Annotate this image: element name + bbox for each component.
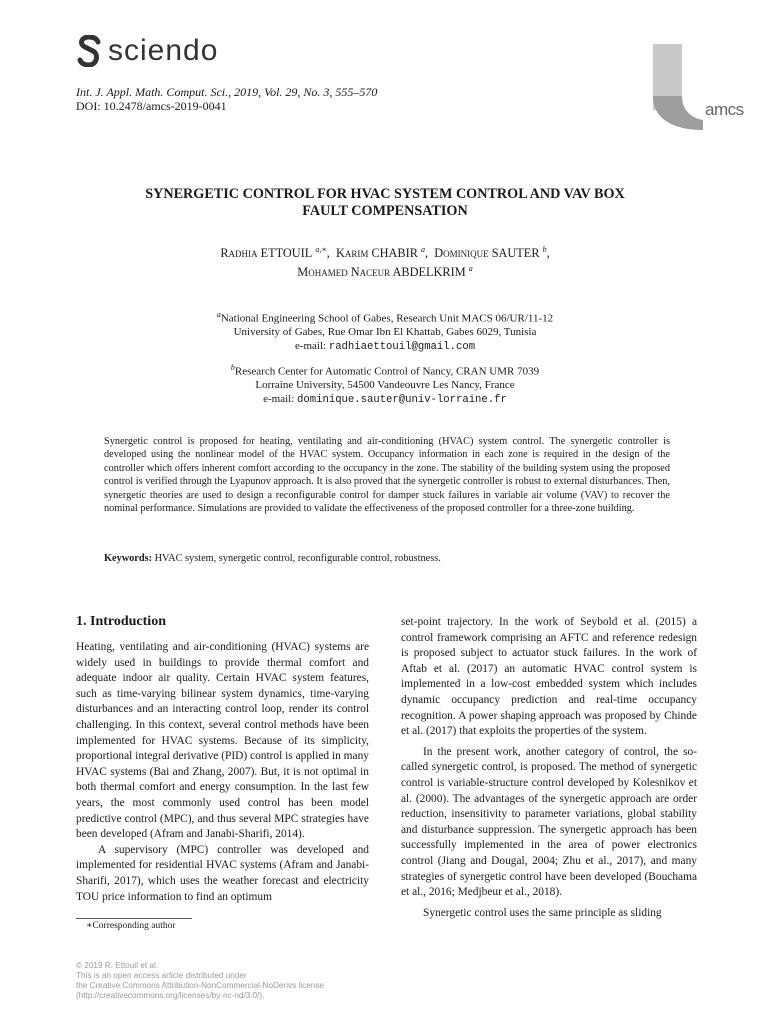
author-list: Radhia ETTOUIL $^{a,∗}$, Karim CHABIR $^a$, Dominique SAUTER $^b$, Mohamed Naceur ABDELKRIM $^a$	[220, 245, 550, 280]
license-line: © 2019 R. Ettouil et al.	[76, 961, 159, 970]
amcs-logo-text: amcs	[705, 100, 744, 119]
author-sup: a	[468, 264, 473, 274]
author-name: Karim CHABIR	[336, 246, 418, 261]
license-line: the Creative Commons Attribution-NonCommercial-NoDerivs license	[76, 981, 324, 990]
amcs-logo-curve	[653, 96, 703, 130]
keywords-label: Keywords:	[104, 553, 153, 564]
license-link[interactable]: (http://creativecommons.org/licenses/by-nc-nd/3.0/).	[76, 991, 265, 1000]
email-label: e-mail:	[294, 339, 327, 352]
title-line-1: SYNERGETIC CONTROL FOR HVAC SYSTEM CONTROL AND VAV BOX	[145, 186, 625, 202]
footnote: ∗Corresponding author	[86, 921, 176, 931]
affiliation-sup: b	[230, 363, 235, 372]
author-sup: a,∗	[315, 245, 327, 254]
paragraph: set-point trajectory. In the work of Seybold et al. (2015) a control framework comprising an AFTC and reference redesign is proposed subject to actuator stuck failures. In the work of Aftab et al. (2017) an automatic HVAC control system is implemented in a low-cost embedded system which includes dynamic occupancy prediction and real-time occupancy recognition. A power shaping approach was proposed by Chinde et al. (2017) that exploits the properties of the system.	[401, 616, 697, 738]
affiliation-b	[90, 361, 680, 407]
body-column-left	[76, 640, 369, 905]
email-link[interactable]: radhiaettouil@gmail.com	[328, 340, 476, 353]
affiliation-line: University of Gabes, Rue Omar Ibn El Khattab, Gabes 6029, Tunisia	[233, 326, 537, 339]
paper-title	[90, 186, 680, 220]
email-link[interactable]: dominique.sauter@univ-lorraine.fr	[297, 393, 507, 406]
author-name: Dominique SAUTER	[434, 246, 540, 261]
journal-info	[76, 85, 377, 113]
footnote-rule	[76, 918, 192, 919]
sciendo-mark-icon	[76, 35, 102, 67]
affiliation-line: National Engineering School of Gabes, Research Unit MACS 06/UR/11-12	[220, 312, 554, 325]
license-line: This is an open access article distributed under	[76, 971, 247, 980]
body-column-right	[401, 615, 697, 921]
logo-text: sciendo	[108, 34, 219, 67]
doi: DOI: 10.2478/amcs-2019-0041	[76, 99, 227, 113]
section-heading: 1. Introduction	[76, 614, 166, 629]
affiliation-sup: a	[216, 310, 221, 319]
journal-citation: Int. J. Appl. Math. Comput. Sci., 2019, Vol. 29, No. 3, 555–570	[76, 85, 378, 99]
author-sup: b	[542, 245, 547, 254]
author-name: Mohamed Naceur ABDELKRIM	[297, 265, 466, 280]
author-sup: a	[421, 245, 426, 254]
keywords-list: HVAC system, synergetic control, reconfigurable control, robustness.	[154, 553, 441, 564]
paragraph: A supervisory (MPC) controller was developed and implemented for residential HVAC systems (Afram and Janabi-Sharifi, 2017), which uses the weather forecast and electricity TOU price information to find an optimum	[76, 843, 369, 903]
paragraph: In the present work, another category of control, the so-called synergetic control, is proposed. The method of synergetic control is variable-structure control developed by Kolesnikov et al. (2000). The advantages of the synergetic approach are order reduction, insensitivity to parameter variations, global stability and disturbance suppression. The synergetic approach has been successfully implemented in the area of power electronics control (Jiang and Dougal, 2004; Zhu et al., 2017), and many strategies of synergetic control have been developed (Bouchama et al., 2016; Medjbeur et al., 2018).	[401, 745, 697, 899]
affiliation-line: Lorraine University, 54500 Vandeouvre Les Nancy, France	[255, 379, 515, 392]
author-name: Radhia ETTOUIL	[220, 246, 313, 261]
keywords	[104, 552, 670, 565]
affiliation-line: Research Center for Automatic Control of Nancy, CRAN UMR 7039	[234, 365, 540, 378]
sciendo-logo	[76, 34, 218, 68]
title-line-2: FAULT COMPENSATION	[302, 203, 468, 219]
abstract: Synergetic control is proposed for heating, ventilating and air-conditioning (HVAC) system control. The synergetic controller is developed using the nonlinear model of the HVAC system. Occupancy information in each zone is required in the design of the controller which offers inherent comfort according to the occupancy in the zone. The stability of the building system using the proposed control is verified through the Lyapunov approach. It is also proved that the synergetic controller is robust to external disturbances. Then, synergetic theories are used to design a reconfigurable control for damper stuck failures in variable air volume (VAV) to recover the nominal performance. Simulations are provided to validate the effectiveness of the proposed controller for a three-zone building.	[104, 436, 670, 515]
paragraph: Heating, ventilating and air-conditioning (HVAC) systems are widely used in buildings to provide thermal comfort and adequate indoor air quality. Certain HVAC system features, such as time-varying bilinear system dynamics, time-varying disturbances and an interacting control loop, render its control challenging. In this context, several control methods have been implemented for HVAC systems. Because of its simplicity, proportional integral derivative (PID) control is applied in many HVAC systems (Bai and Zhang, 2007). But, it is not optimal in both thermal comfort and energy consumption. In the last few years, the most commonly used control has been model predictive control (MPC), and thus several MPC strategies have been developed (Afram and Janabi-Sharifi, 2014).	[76, 641, 369, 841]
affiliation-a	[90, 308, 680, 354]
paragraph: Synergetic control uses the same principle as sliding	[423, 906, 662, 919]
email-label: e-mail:	[263, 392, 295, 405]
license-notice	[76, 961, 396, 1001]
